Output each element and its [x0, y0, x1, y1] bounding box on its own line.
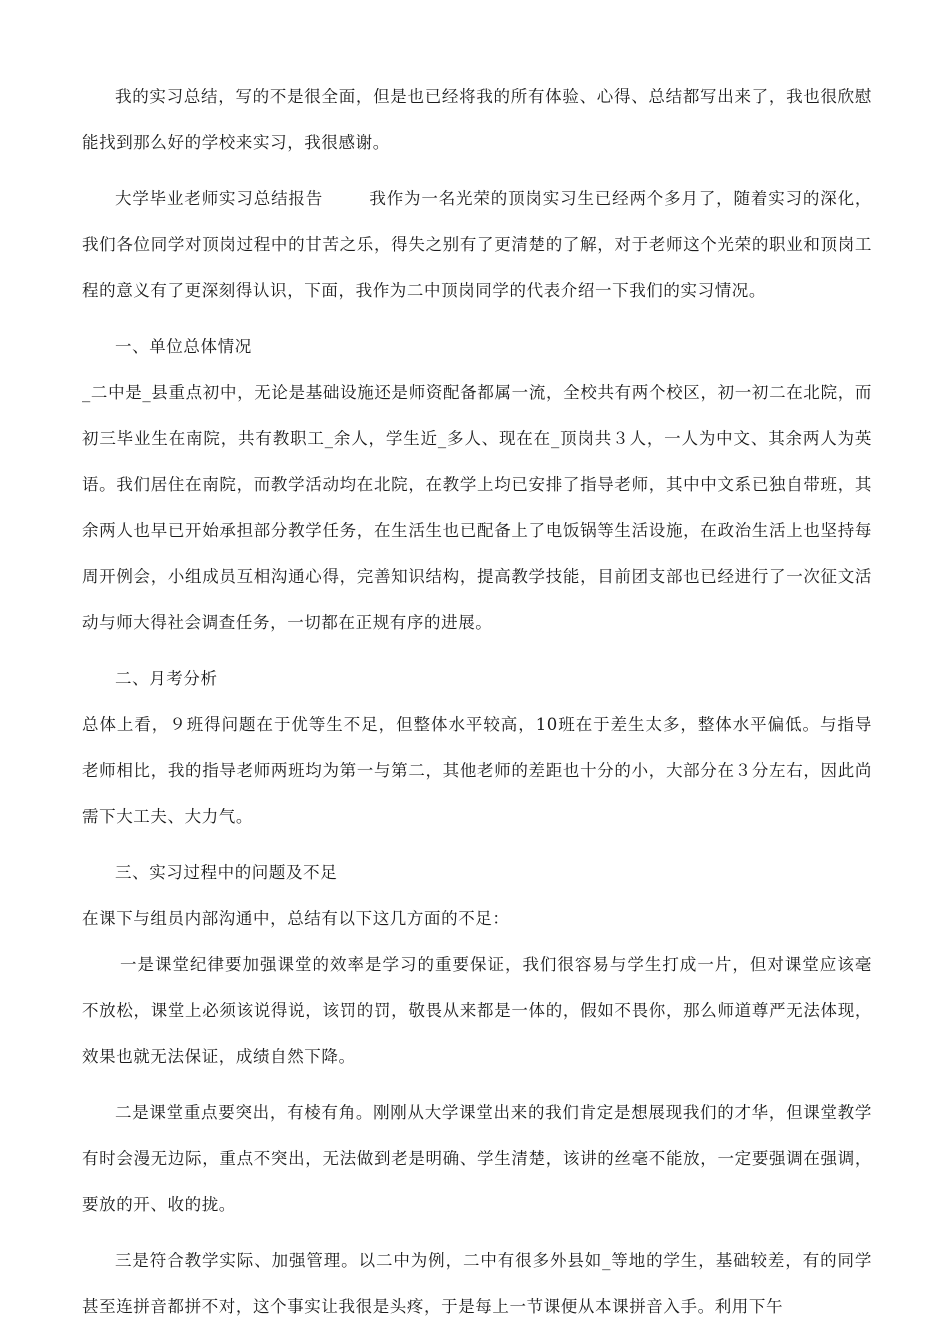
section-heading-1: 一、单位总体情况: [115, 337, 252, 356]
section-heading-2: 二、月考分析: [115, 669, 218, 688]
problems-intro-paragraph: 在课下与组员内部沟通中，总结有以下这几方面的不足：: [82, 909, 510, 928]
intro-text: 我作为一名光荣的顶岗实习生已经两个多月了，随着实习的深化，我们各位同学对顶岗过程中的甘苦之乐，得失之别有了更清楚的了解，对于老师这个光荣的职业和顶岗工程的意义有了更深刻得认识，下面，我作为二中顶岗同学的代表介绍一下我们的实习情况。: [82, 189, 873, 300]
exam-analysis-paragraph: 总体上看，９班得问题在于优等生不足，但整体水平较高，10班在于差生太多，整体水平偏低。与指导老师相比，我的指导老师两班均为第一与第二，其他老师的差距也十分的小，大部分在３分左右，因此尚需下大工夫、大力气。: [82, 715, 872, 826]
section-heading-3: 三、实习过程中的问题及不足: [115, 863, 338, 882]
unit-overview-paragraph: _二中是_县重点初中，无论是基础设施还是师资配备都属一流，全校共有两个校区，初一初二在北院，而初三毕业生在南院，共有教职工_余人，学生近_多人、现在在_顶岗共３人，一人为中文、其余两人为英语。我们居住在南院，而教学活动均在北院，在教学上均已安排了指导老师，其中中文系已独自带班，其余两人也早已开始承担部分教学任务，在生活生也已配备上了电饭锅等生活设施，在政治生活上也坚持每周开例会，小组成员互相沟通心得，完善知识结构，提高教学技能，目前团支部也已经进行了一次征文活动与师大得社会调查任务，一切都在正规有序的进展。: [82, 383, 872, 632]
problem-one-paragraph: 一是课堂纪律要加强课堂的效率是学习的重要保证，我们很容易与学生打成一片，但对课堂应该毫不放松，课堂上必须该说得说，该罚的罚，敬畏从来都是一体的，假如不畏你，那么师道尊严无法体现，效果也就无法保证，成绩自然下降。: [82, 955, 872, 1066]
closing-paragraph: 我的实习总结，写的不是很全面，但是也已经将我的所有体验、心得、总结都写出来了，我也很欣慰能找到那么好的学校来实习，我很感谢。: [82, 87, 872, 152]
report-intro-paragraph: [82, 176, 872, 314]
document-page: [82, 74, 872, 1330]
problem-two-paragraph: 二是课堂重点要突出，有棱有角。刚刚从大学课堂出来的我们肯定是想展现我们的才华，但课堂教学有时会漫无边际，重点不突出，无法做到老是明确、学生清楚，该讲的丝毫不能放，一定要强调在强调，要放的开、收的拢。: [82, 1103, 872, 1214]
report-title: 大学毕业老师实习总结报告: [115, 189, 324, 208]
problem-three-paragraph: 三是符合教学实际、加强管理。以二中为例，二中有很多外县如_等地的学生，基础较差，有的同学甚至连拼音都拼不对，这个事实让我很是头疼，于是每上一节课便从本课拼音入手。利用下午: [82, 1251, 872, 1316]
